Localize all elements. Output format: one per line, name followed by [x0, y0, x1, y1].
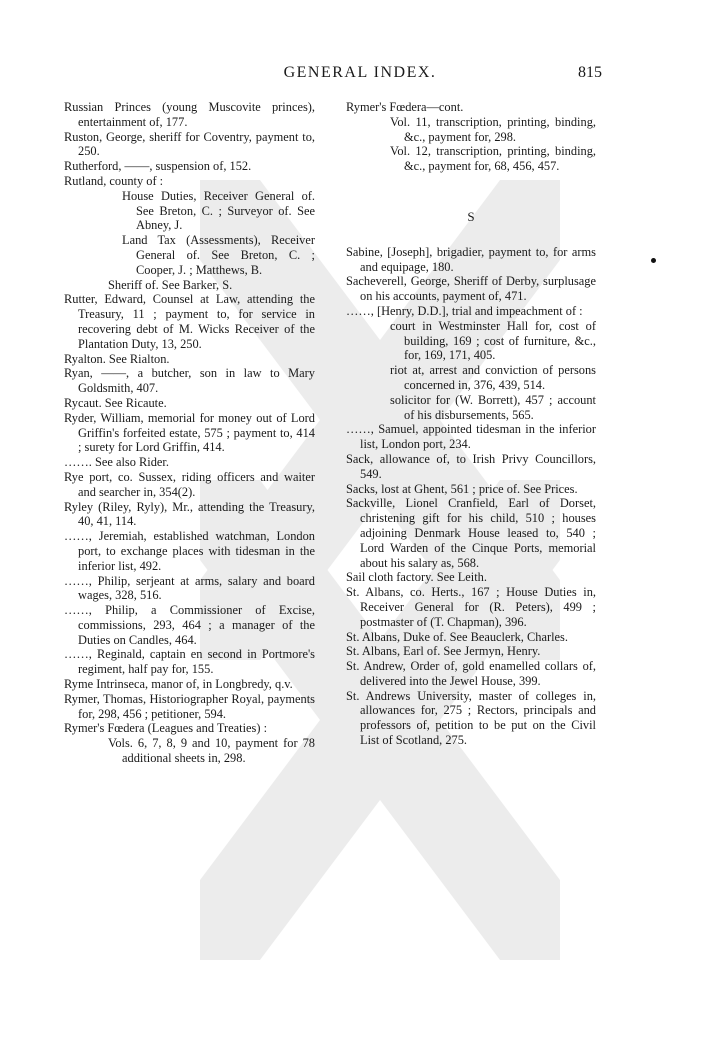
index-entry: St. Andrews University, master of colleges in, allowances for, 275 ; Rectors, principals and professors of, petition to be put on the Civil List of Scotland, 275. — [346, 688, 596, 748]
index-entry: Sail cloth factory. See Leith. — [346, 570, 487, 585]
index-entry: St. Andrew, Order of, gold enamelled collars of, delivered into the Jewel House, 399. — [346, 659, 596, 688]
index-entry: Rutherford, ——, suspension of, 152. — [64, 159, 252, 174]
page-number: 815 — [578, 64, 602, 81]
index-entry: Vol. 12, transcription, printing, binding, &c., payment for, 68, 456, 457. — [390, 144, 596, 174]
index-entry: St. Albans, co. Herts., 167 ; House Duties in, Receiver General for (R. Peters), 499 ; postmaster of (T. Chapman), 396. — [346, 585, 596, 629]
index-entry: Sacks, lost at Ghent, 561 ; price of. See Prices. — [346, 481, 578, 496]
index-entry: Vols. 6, 7, 8, 9 and 10, payment for 78 additional sheets in, 298. — [108, 736, 315, 766]
index-entry: Land Tax (Assessments), Receiver General of. See Breton, C. ; Cooper, J. ; Matthews, B. — [122, 233, 315, 277]
index-entry: House Duties, Receiver General of. See Breton, C. ; Surveyor of. See Abney, J. — [122, 188, 315, 233]
index-entry: ……, Jeremiah, established watchman, London port, to exchange places with tidesman in the inferior list, 492. — [64, 529, 315, 573]
index-entry: riot at, arrest and conviction of persons concerned in, 376, 439, 514. — [390, 363, 596, 392]
index-entry: Rymer's Fœdera—cont. — [346, 100, 464, 114]
index-entry: solicitor for (W. Borrett), 457 ; account of his disbursements, 565. — [390, 392, 596, 422]
index-entry: ……, Philip, serjeant at arms, salary and board wages, 328, 516. — [64, 573, 315, 603]
index-entry: Rymer's Fœdera (Leagues and Treaties) : — [64, 721, 268, 736]
index-entry: Ryan, ——, a butcher, son in law to Mary Goldsmith, 407. — [64, 366, 315, 396]
index-entry: Sackville, Lionel Cranfield, Earl of Dorset, christening gift for his child, 510 ; houses adjoining Denmark House leased to, 540 ; Lord Warden of the Cinque Ports, memorial about his salary as, 568. — [346, 496, 596, 570]
index-entry: ……, Reginald, captain en second in Portmore's regiment, half pay for, 155. — [64, 647, 315, 677]
index-entry: ……, [Henry, D.D.], trial and impeachment of : — [346, 303, 583, 318]
index-entry: Sacheverell, George, Sheriff of Derby, surplusage on his accounts, payment of, 471. — [346, 274, 596, 304]
index-entry: St. Albans, Duke of. See Beauclerk, Charles. — [346, 629, 568, 644]
index-entry: Sack, allowance of, to Irish Privy Councillors, 549. — [346, 451, 596, 481]
running-header — [0, 64, 720, 88]
index-entry: ……. See also Rider. — [64, 455, 169, 470]
header-title: GENERAL INDEX. — [283, 64, 437, 81]
index-entry: court in Westminster Hall for, cost of building, 169 ; cost of furniture, &c., for, 169, 171, 405. — [390, 318, 596, 363]
index-entry: Russian Princes (young Muscovite princes), entertainment of, 177. — [64, 100, 315, 129]
index-entry: Ryder, William, memorial for money out of Lord Griffin's forfeited estate, 575 ; payment to, 414 ; surety for Lord Griffin, 414. — [64, 410, 315, 455]
margin-dot — [651, 258, 656, 263]
index-entry: Vol. 11, transcription, printing, binding, &c., payment for, 298. — [390, 114, 596, 144]
index-entry: Ruston, George, sheriff for Coventry, payment to, 250. — [64, 129, 315, 159]
index-entry: St. Albans, Earl of. See Jermyn, Henry. — [346, 644, 541, 659]
index-entry: Ryme Intrinseca, manor of, in Longbredy, q.v. — [64, 677, 293, 692]
index-entry: Ryley (Riley, Ryly), Mr., attending the Treasury, 40, 41, 114. — [64, 499, 315, 529]
index-entry: Rye port, co. Sussex, riding officers and waiter and searcher in, 354(2). — [64, 469, 315, 499]
index-entry: Sabine, [Joseph], brigadier, payment to, for arms and equipage, 180. — [346, 244, 596, 274]
index-entry: ……, Philip, a Commissioner of Excise, commissions, 293, 464 ; a manager of the Duties on Candles, 464. — [64, 603, 315, 647]
section-letter: S — [467, 208, 475, 224]
left-column — [64, 100, 315, 766]
right-column — [346, 100, 596, 748]
index-entry: Ryalton. See Rialton. — [64, 351, 170, 366]
index-entry: Rutter, Edward, Counsel at Law, attending the Treasury, 11 ; payment to, for service in recovering debt of M. Wicks Receiver of the Plantation Duty, 13, 250. — [64, 292, 315, 351]
index-entry: Sheriff of. See Barker, S. — [108, 277, 233, 292]
index-entry: Rutland, county of : — [64, 173, 164, 188]
index-entry: ……, Samuel, appointed tidesman in the inferior list, London port, 234. — [346, 422, 596, 452]
index-entry: Rycaut. See Ricaute. — [64, 395, 167, 410]
index-entry: Rymer, Thomas, Historiographer Royal, payments for, 298, 456 ; petitioner, 594. — [64, 691, 315, 721]
